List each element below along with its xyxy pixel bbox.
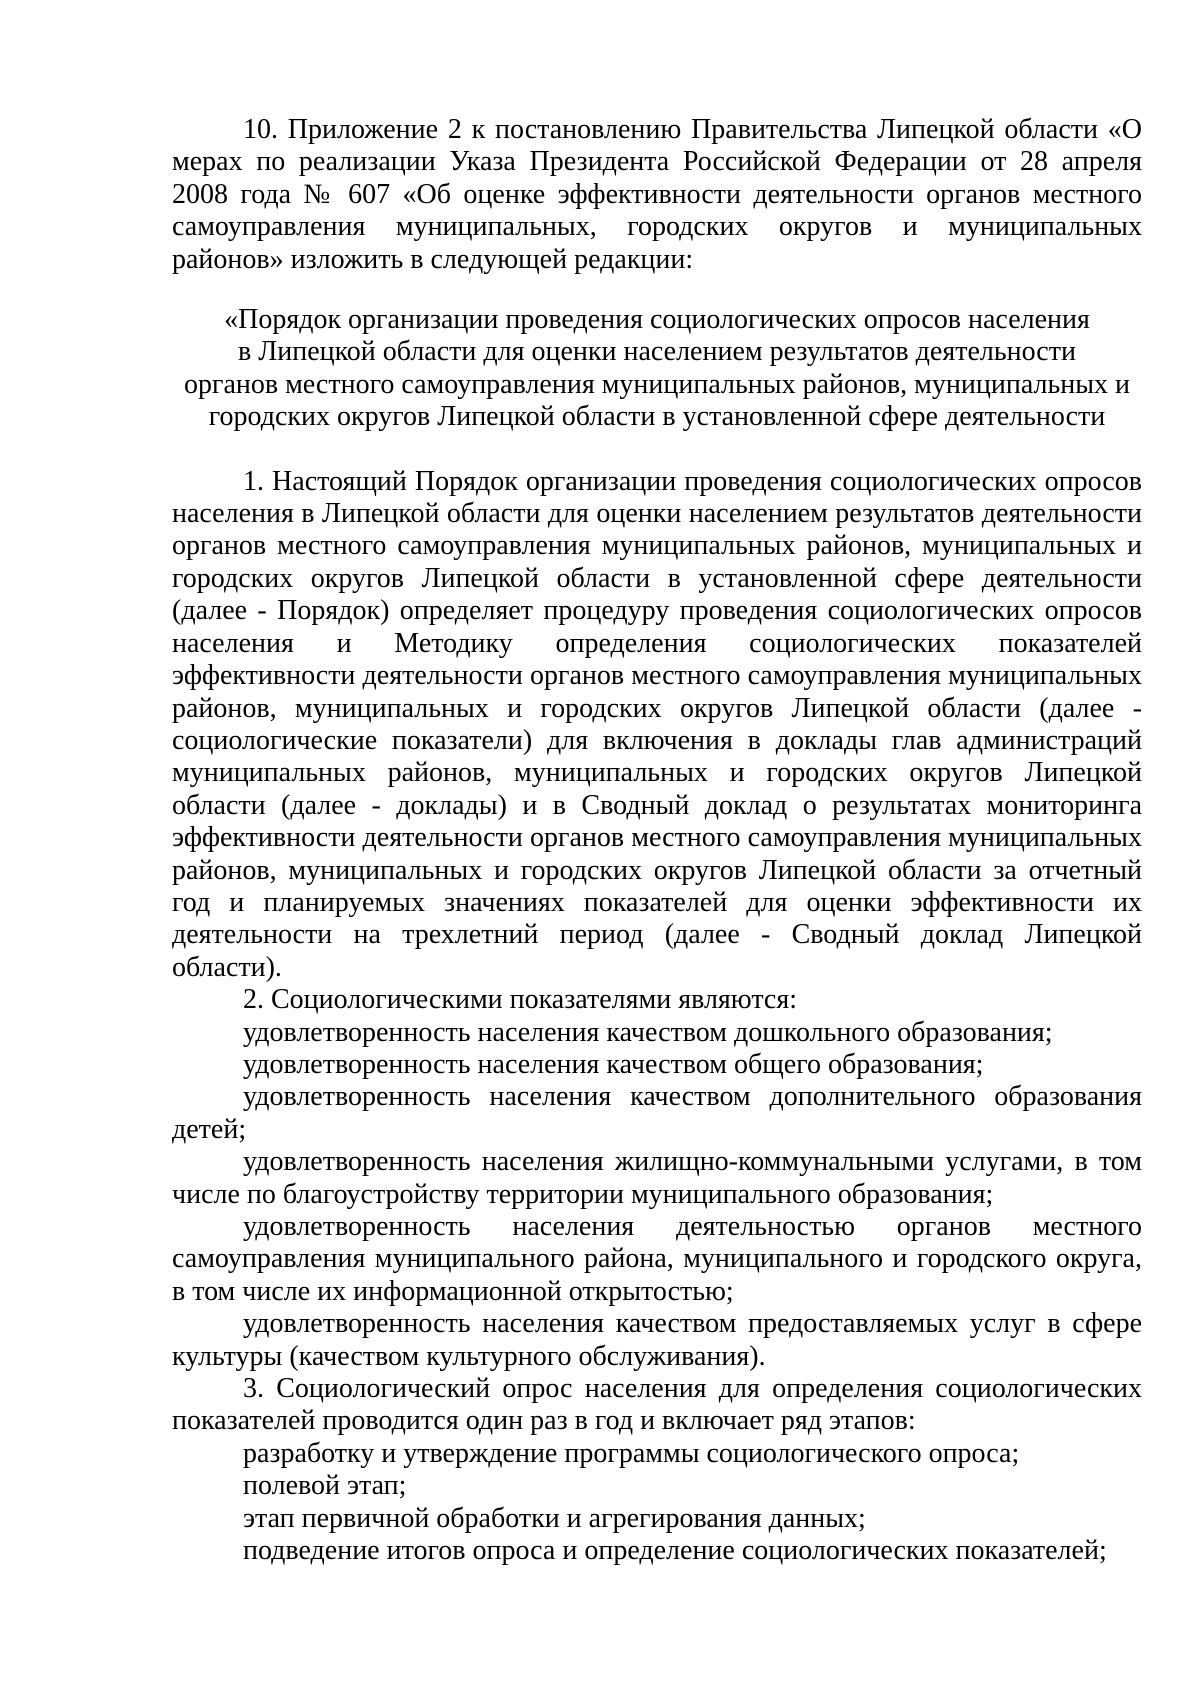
paragraph-2: 2. Социологическими показателями являются: (243, 984, 798, 1016)
paragraph-1: 1. Настоящий Порядок организации проведения социологических опросов населения в Липецкой области для оценки населением результатов деятельности органов местного самоуправления муниципальных районов, муниципальных и городских округов Липецкой области в установленной сфере деятельности (далее - Порядок) определяет процедуру проведения социологических опросов населения и Методику определения социологических показателей эффективности деятельности органов местного самоуправления муниципальных районов, муниципальных и городских округов Липецкой области (далее - социологические показатели) для включения в доклады глав администраций муниципальных районов, муниципальных и городских округов Липецкой области (далее - доклады) и в Сводный доклад о результатах мониторинга эффективности деятельности органов местного самоуправления муниципальных районов, муниципальных и городских округов Липецкой области за отчетный год и планируемых значениях показателей для оценки эффективности их деятельности на трехлетний период (далее - Сводный доклад Липецкой области). (172, 465, 1142, 983)
list-item: удовлетворенность населения качеством дошкольного образования; (243, 1016, 1053, 1048)
intro-paragraph: 10. Приложение 2 к постановлению Правительства Липецкой области «О мерах по реализации Указа Президента Российской Федерации от 28 апреля 2008 года № 607 «Об оценке эффективности деятельности органов местного самоуправления муниципальных, городских округов и муниципальных районов» изложить в следующей редакции: (172, 114, 1142, 275)
list-item: полевой этап; (243, 1470, 407, 1502)
heading-line: «Порядок организации проведения социологических опросов населения (224, 304, 1090, 336)
list-item: удовлетворенность населения деятельностью органов местного самоуправления муниципального района, муниципального и городского округа, в том числе их информационной открытостью; (172, 1211, 1142, 1307)
document-page (172, 114, 1142, 1567)
document-heading (172, 304, 1142, 434)
paragraph-3: 3. Социологический опрос населения для определения социологических показателей проводится один раз в год и включает ряд этапов: (172, 1373, 1142, 1437)
list-item: удовлетворенность населения качеством дополнительного образования детей; (172, 1081, 1142, 1145)
heading-line: городских округов Липецкой области в установленной сфере деятельности (208, 401, 1106, 433)
list-item: удовлетворенность населения жилищно-коммунальными услугами, в том числе по благоустройству территории муниципального образования; (172, 1146, 1142, 1210)
list-item: удовлетворенность населения качеством общего образования; (243, 1048, 984, 1080)
list-item: удовлетворенность населения качеством предоставляемых услуг в сфере культуры (качеством культурного обслуживания). (172, 1308, 1142, 1372)
list-item: этап первичной обработки и агрегирования данных; (243, 1502, 866, 1534)
list-item: подведение итогов опроса и определение социологических показателей; (243, 1535, 1107, 1567)
heading-line: органов местного самоуправления муниципальных районов, муниципальных и (183, 368, 1131, 400)
heading-line: в Липецкой области для оценки населением результатов деятельности (238, 336, 1076, 368)
list-item: разработку и утверждение программы социологического опроса; (243, 1437, 1020, 1469)
